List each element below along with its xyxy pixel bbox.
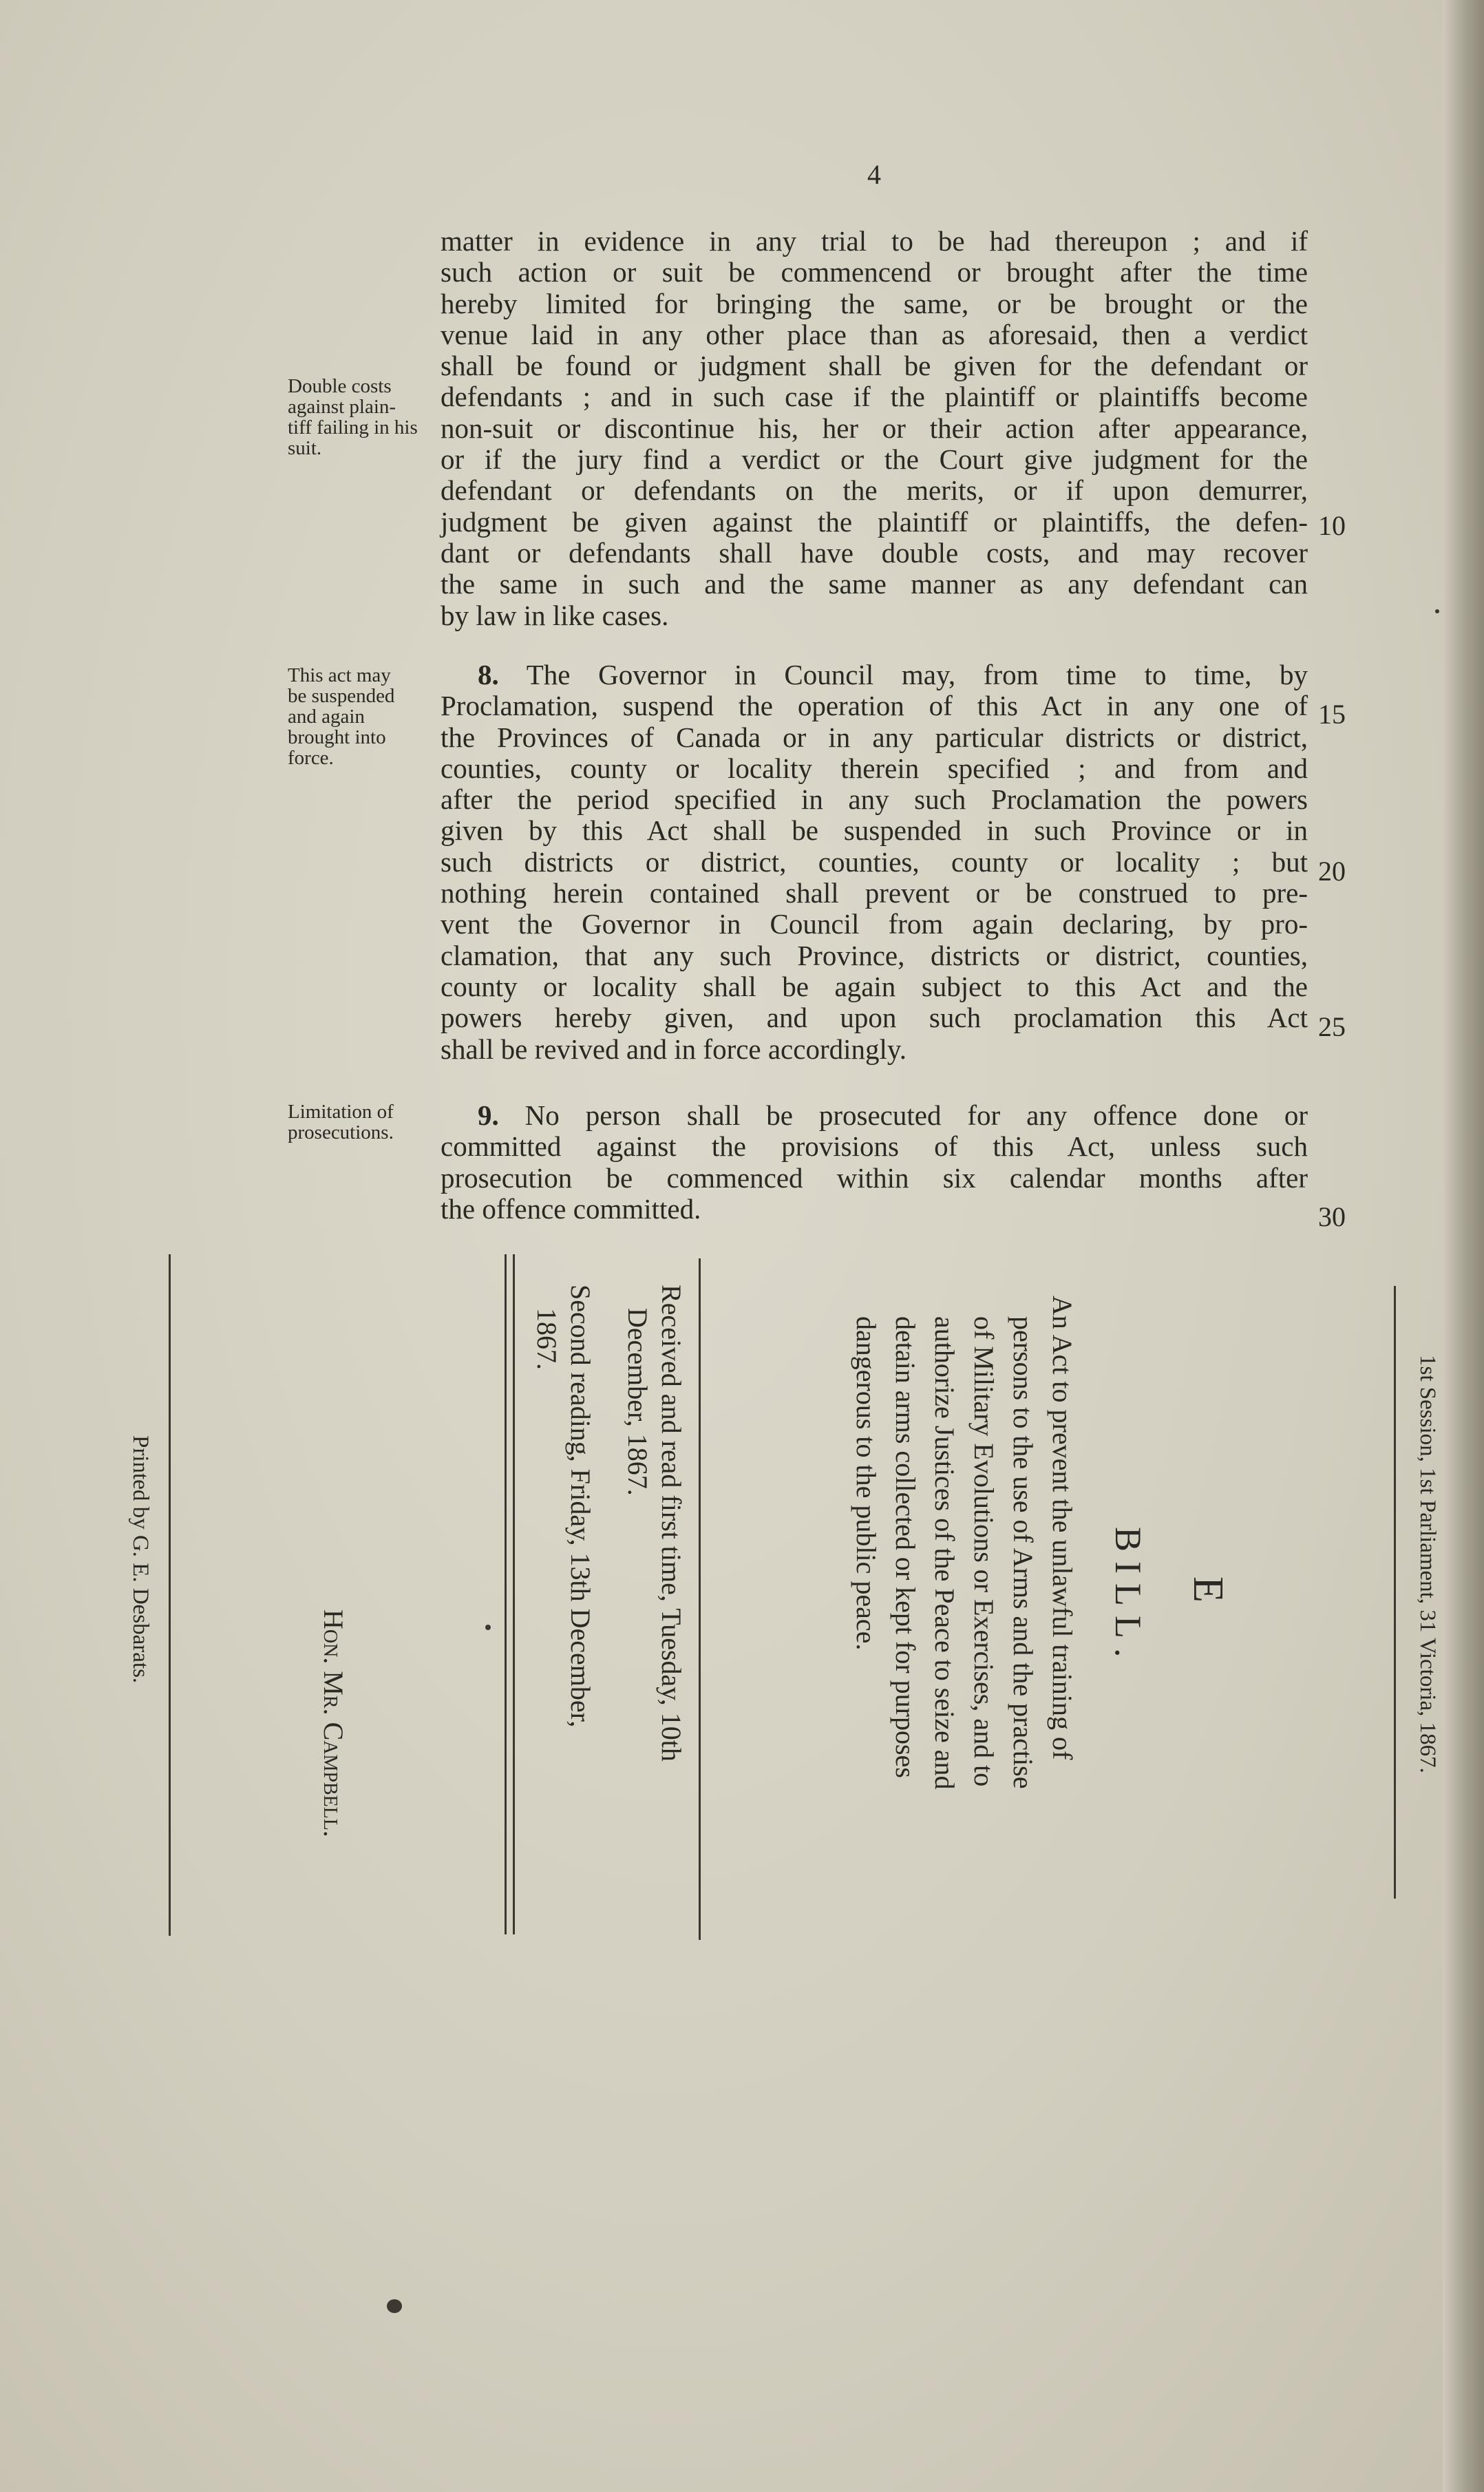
section-9 [441, 1100, 1308, 1225]
text-line: Proclamation, suspend the operation of this Act in any one of [441, 690, 1308, 722]
continuation-paragraph [441, 226, 1308, 631]
section-8-first-line [441, 659, 1308, 690]
paper-speck [1435, 609, 1439, 613]
cover-rule [699, 1258, 701, 1940]
text-line: by law in like cases. [441, 599, 669, 631]
text-line: judgment be given against the plaintiff or plaintiffs, the defen- [441, 505, 1308, 538]
text-line: vent the Governor in Council from again declaring, by pro- [441, 908, 1308, 940]
margin-note-limitation [288, 1101, 446, 1143]
section-9-first-line [441, 1100, 1308, 1131]
margin-note-line: be suspended [288, 685, 395, 707]
text-line: clamation, that any such Province, districts or district, counties, [441, 939, 1308, 971]
printer-credit: Printed by G. E. Desbarats. [128, 1435, 153, 1684]
line-number: 20 [1318, 856, 1346, 887]
margin-note-line: tiff failing in his [288, 416, 418, 439]
description-line: authorize Justices of the Peace to seize and [929, 1316, 960, 1790]
text-line: shall be found or judgment shall be given for the defendant or [441, 350, 1308, 382]
section-number: 8. [478, 659, 499, 690]
section-8 [441, 659, 1308, 1065]
margin-note-line: Double costs [288, 375, 392, 397]
cover-rule-double [513, 1254, 515, 1934]
margin-note-line: This act may [288, 664, 391, 686]
line-number: 10 [1318, 510, 1346, 541]
text-line: such action or suit be commencend or brought after the time [441, 256, 1308, 288]
paper-speck [387, 2299, 402, 2313]
text-line: powers hereby given, and upon such proclamation this Act [441, 1002, 1308, 1034]
text-line: The Governor in Council may, from time to time, by [526, 659, 1308, 690]
text-line: the Provinces of Canada or in any particular districts or district, [441, 721, 1308, 753]
line-number: 30 [1318, 1201, 1346, 1232]
text-line: such districts or district, counties, county or locality ; but [441, 845, 1308, 878]
text-line: defendant or defendants on the merits, or if upon demurrer, [441, 474, 1308, 507]
description-line: persons to the use of Arms and the practise [1008, 1316, 1039, 1789]
description-line: of Military Evolutions or Exercises, and to [968, 1316, 999, 1787]
bill-letter: E [1185, 1576, 1231, 1605]
text-line: committed against the provisions of this Act, unless such [441, 1130, 1308, 1163]
page-number: 4 [867, 159, 881, 190]
description-line: An Act to prevent the unlawful training of [1047, 1296, 1078, 1760]
text-line: counties, county or locality therein specified ; and from and [441, 752, 1308, 784]
margin-note-line: brought into [288, 726, 386, 748]
text-line: matter in evidence in any trial to be had thereupon ; and if [441, 225, 1308, 257]
session-line: 1st Session, 1st Parliament, 31 Victoria, 1867. [1415, 1355, 1440, 1773]
bill-title: BILL. [1107, 1527, 1149, 1667]
reading-line: Received and read first time, Tuesday, 10th [656, 1285, 687, 1762]
cover-rule-double [505, 1254, 507, 1934]
cover-rule-right [1394, 1286, 1396, 1899]
text-line: dant or defendants shall have double costs, and may recover [441, 536, 1308, 569]
margin-note-line: prosecutions. [288, 1121, 394, 1143]
paper-speck [485, 1625, 491, 1630]
margin-note-line: and again [288, 706, 365, 728]
cover-rule-left [169, 1254, 171, 1936]
text-line: defendants ; and in such case if the plaintiff or plaintiffs become [441, 381, 1308, 413]
text-line: the offence committed. [441, 1192, 701, 1225]
margin-note-line: force. [288, 747, 334, 769]
text-line: shall be revived and in force accordingly. [441, 1033, 907, 1065]
bill-description [847, 1296, 1082, 1790]
text-line: non-suit or discontinue his, her or their action after appearance, [441, 412, 1308, 444]
text-line: nothing herein contained shall prevent or be construed to pre- [441, 877, 1308, 909]
reading-line: December, 1867. [622, 1308, 653, 1496]
margin-note-line: Limitation of [288, 1101, 394, 1123]
section-number: 9. [478, 1099, 499, 1131]
margin-note-double-costs [288, 376, 446, 458]
text-line: No person shall be prosecuted for any offence done or [524, 1099, 1308, 1131]
description-line: detain arms collected or kept for purposes [890, 1316, 921, 1778]
reading-record [530, 1285, 688, 1762]
text-line: given by this Act shall be suspended in such Province or in [441, 814, 1308, 847]
margin-note-line: against plain- [288, 396, 396, 418]
sponsor-name: Hon. Mr. Campbell. [318, 1609, 349, 1837]
line-number: 15 [1318, 699, 1346, 730]
text-line: prosecution be commenced within six calendar months after [441, 1161, 1308, 1194]
reading-line: 1867. [531, 1308, 562, 1370]
margin-note-line: suit. [288, 437, 322, 459]
line-number: 25 [1318, 1011, 1346, 1042]
margin-note-suspension [288, 665, 446, 768]
text-line: after the period specified in any such Proclamation the powers [441, 783, 1308, 816]
description-line: dangerous to the public peace. [851, 1316, 882, 1651]
reading-line: Second reading, Friday, 13th December, [565, 1285, 596, 1728]
book-binding-shadow [1443, 0, 1484, 2492]
text-line: venue laid in any other place than as aforesaid, then a verdict [441, 318, 1308, 350]
text-line: the same in such and the same manner as any defendant can [441, 568, 1308, 600]
text-line: or if the jury find a verdict or the Court give judgment for the [441, 443, 1308, 476]
text-line: hereby limited for bringing the same, or be brought or the [441, 287, 1308, 319]
text-line: county or locality shall be again subject to this Act and the [441, 970, 1308, 1002]
